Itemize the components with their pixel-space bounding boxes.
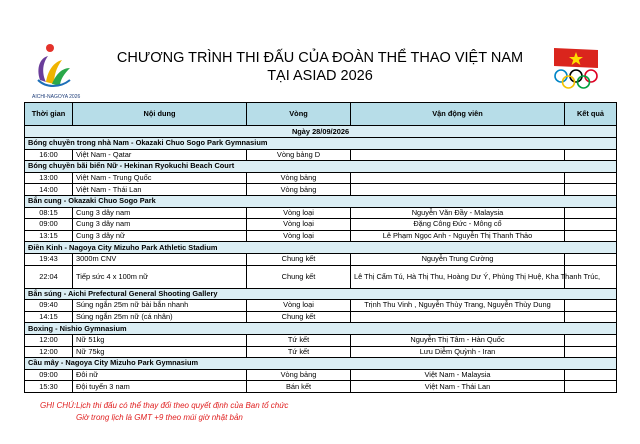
table-row [25,311,617,323]
col-header-content: Nội dung [73,103,247,126]
cell-round: Vòng loại [247,219,351,231]
cell-content: 3000m CNV [73,253,247,265]
col-header-athletes: Vận động viên [351,103,565,126]
cell-athletes: Nguyễn Văn Đầy - Malaysia [351,207,565,219]
cell-time: 14:15 [25,311,73,323]
cell-time: 14:00 [25,184,73,196]
cell-round: Chung kết [247,253,351,265]
cell-content: Nữ 75kg [73,346,247,358]
cell-time: 09:40 [25,300,73,312]
section-header [25,138,617,150]
cell-athletes [351,149,565,161]
table-row [25,184,617,196]
cell-content: Súng ngắn 25m nữ bài bắn nhanh [73,300,247,312]
cell-content: Việt Nam - Qatar [73,149,247,161]
cell-result [565,253,617,265]
table-row [25,265,617,288]
col-header-result: Kết quả [565,103,617,126]
cell-content: Nữ 51kg [73,334,247,346]
cell-result [565,149,617,161]
asiad-logo-text: AICHI-NAGOYA 2026 [32,94,81,100]
section-header [25,288,617,300]
asiad-2026-logo [30,40,82,102]
table-header-row [25,103,617,126]
cell-round: Chung kết [247,265,351,288]
cell-content: Đội tuyển 3 nam [73,381,247,393]
cell-time: 16:00 [25,149,73,161]
cell-result [565,369,617,381]
cell-round: Tứ kết [247,346,351,358]
cell-content: Việt Nam - Thái Lan [73,184,247,196]
cell-content: Cung 3 dây nam [73,219,247,231]
table-row [25,172,617,184]
section-title: Bắn cung - Okazaki Chuo Sogo Park [25,195,617,207]
section-title: Bóng chuyền bãi biển Nữ - Hekinan Ryokuchi Beach Court [25,161,617,173]
cell-result [565,230,617,242]
cell-athletes: Lưu Diễm Quỳnh - Iran [351,346,565,358]
cell-athletes [351,311,565,323]
cell-time: 12:00 [25,334,73,346]
section-title: Điền Kinh - Nagoya City Mizuho Park Athletic Stadium [25,242,617,254]
cell-content: Tiếp sức 4 x 100m nữ [73,265,247,288]
section-title: Cầu mây - Nagoya City Mizuho Park Gymnasium [25,358,617,370]
cell-result [565,334,617,346]
table-row [25,219,617,231]
note-line: Giờ trong lịch là GMT +9 theo múi giờ nhật bản [76,413,243,422]
section-title: Bóng chuyền trong nhà Nam - Okazaki Chuo Sogo Park Gymnasium [25,138,617,150]
section-header [25,323,617,335]
section-header [25,161,617,173]
section-header [25,358,617,370]
cell-time: 09:00 [25,369,73,381]
table-row [25,334,617,346]
table-row [25,230,617,242]
cell-round: Vòng loại [247,207,351,219]
cell-time: 19:43 [25,253,73,265]
note-line: Lịch thi đấu có thể thay đổi theo quyết định của Ban tổ chức [76,401,289,410]
cell-content: Súng ngắn 25m nữ (cá nhân) [73,311,247,323]
cell-round: Vòng loại [247,230,351,242]
cell-result [565,311,617,323]
table-row [25,300,617,312]
cell-athletes: Trịnh Thu Vinh , Nguyễn Thùy Trang, Nguyễn Thùy Dung [351,300,565,312]
cell-athletes: Đặng Công Đức - Mông cổ [351,219,565,231]
section-header [25,242,617,254]
cell-round: Vòng bảng [247,369,351,381]
cell-result [565,207,617,219]
col-header-round: Vòng [247,103,351,126]
cell-round: Tứ kết [247,334,351,346]
vietnam-olympic-committee-logo [548,46,606,92]
page-title: CHƯƠNG TRÌNH THI ĐẤU CỦA ĐOÀN THỂ THAO VIỆT NAM [116,50,524,66]
cell-round: Vòng bảng [247,184,351,196]
cell-result [565,300,617,312]
cell-round: Chung kết [247,311,351,323]
table-row [25,346,617,358]
date-row [25,126,617,138]
cell-athletes: Việt Nam - Thái Lan [351,381,565,393]
cell-round: Bán kết [247,381,351,393]
cell-result [565,184,617,196]
cell-time: 09:00 [25,219,73,231]
cell-time: 08:15 [25,207,73,219]
cell-athletes: Lê Phạm Ngọc Anh - Nguyễn Thị Thanh Thảo [351,230,565,242]
cell-content: Đôi nữ [73,369,247,381]
table-row [25,207,617,219]
cell-result [565,381,617,393]
cell-round: Vòng bảng D [247,149,351,161]
schedule-table [24,102,617,393]
cell-athletes [351,184,565,196]
cell-round: Vòng loại [247,300,351,312]
cell-athletes: Nguyễn Trung Cường [351,253,565,265]
cell-athletes: Lê Thị Cẩm Tú, Hà Thị Thu, Hoàng Dư Ý, Phùng Thị Huệ, Kha Thanh Trúc, [351,265,565,288]
section-title: Boxing - Nishio Gymnasium [25,323,617,335]
cell-time: 13:00 [25,172,73,184]
cell-result [565,219,617,231]
cell-result [565,346,617,358]
cell-time: 22:04 [25,265,73,288]
cell-time: 15:30 [25,381,73,393]
cell-time: 12:00 [25,346,73,358]
cell-time: 13:15 [25,230,73,242]
date-cell: Ngày 28/09/2026 [25,126,617,138]
notes [40,401,288,422]
page-subtitle: TẠI ASIAD 2026 [267,68,373,84]
cell-content: Cung 3 dây nữ [73,230,247,242]
cell-result [565,172,617,184]
notes-label: GHI CHÚ: [40,401,76,410]
section-title: Bắn súng - Aichi Prefectural General Shooting Gallery [25,288,617,300]
cell-athletes: Việt Nam - Malaysia [351,369,565,381]
cell-content: Việt Nam - Trung Quốc [73,172,247,184]
col-header-time: Thời gian [25,103,73,126]
cell-athletes [351,172,565,184]
section-header [25,195,617,207]
cell-content: Cung 3 dây nam [73,207,247,219]
cell-athletes: Nguyễn Thị Tâm - Hàn Quốc [351,334,565,346]
table-row [25,369,617,381]
table-row [25,253,617,265]
cell-round: Vòng bảng [247,172,351,184]
table-row [25,381,617,393]
table-row [25,149,617,161]
